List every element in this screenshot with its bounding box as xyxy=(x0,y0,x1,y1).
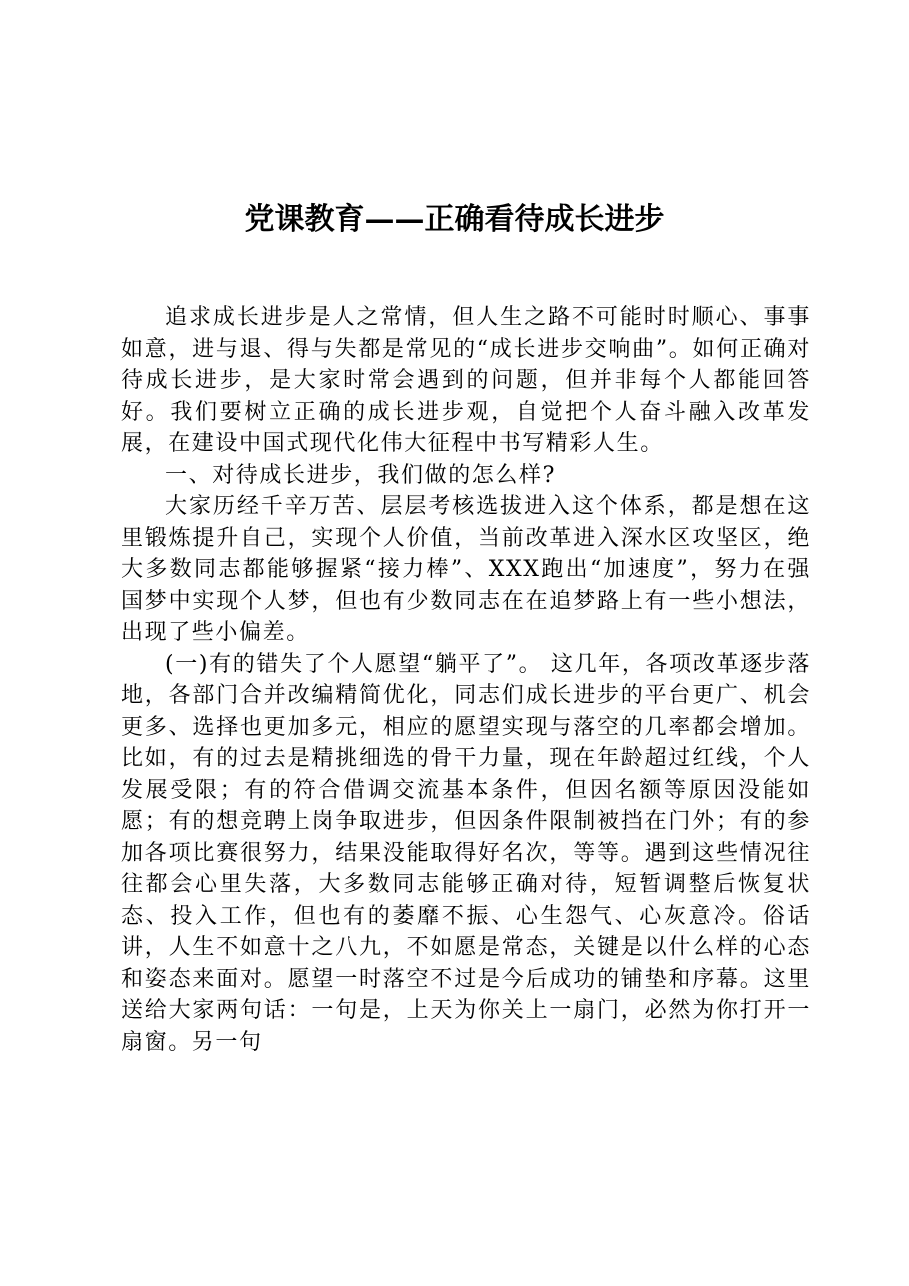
paragraph-section-one: 大家历经千辛万苦、层层考核选拔进入这个体系，都是想在这里锻炼提升自己，实现个人价值，当前改革进入深水区攻坚区，绝大多数同志都能够握紧“接力棒”、XXX跑出“加速度”，努力在强国梦中实现个人梦，但也有少数同志在在追梦路上有一些小想法，出现了些小偏差。 xyxy=(121,494,811,645)
paragraph-subsection-one: (一)有的错失了个人愿望“躺平了”。 这几年，各项改革逐步落地，各部门合并改编精简优化，同志们成长进步的平台更广、机会更多、选择也更加多元，相应的愿望实现与落空的几率都会增加。比如，有的过去是精挑细选的骨干力量，现在年龄超过红线，个人发展受限；有的符合借调交流基本条件，但因名额等原因没能如愿；有的想竞聘上岗争取进步，但因条件限制被挡在门外；有的参加各项比赛很努力，结果没能取得好名次，等等。遇到这些情况往往都会心里失落，大多数同志能够正确对待，短暂调整后恢复状态、投入工作，但也有的萎靡不振、心生怨气、心灰意冷。俗话讲，人生不如意十之八九，不如愿是常态，关键是以什么样的心态和姿态来面对。愿望一时落空不过是今后成功的铺垫和序幕。这里送给大家两句话：一句是，上天为你关上一扇门，必然为你打开一扇窗。另一句 xyxy=(121,651,811,1055)
document-title: 党课教育——正确看待成长进步 xyxy=(244,202,665,237)
paragraph-intro: 追求成长进步是人之常情，但人生之路不可能时时顺心、事事如意，进与退、得与失都是常见的“成长进步交响曲”。如何正确对待成长进步，是大家时常会遇到的问题，但并非每个人都能回答好。我们要树立正确的成长进步观，自觉把个人奋斗融入改革发展，在建设中国式现代化伟大征程中书写精彩人生。 xyxy=(121,305,811,456)
document-body xyxy=(121,302,811,1058)
section-heading: 一、对待成长进步，我们做的怎么样? xyxy=(165,462,556,488)
